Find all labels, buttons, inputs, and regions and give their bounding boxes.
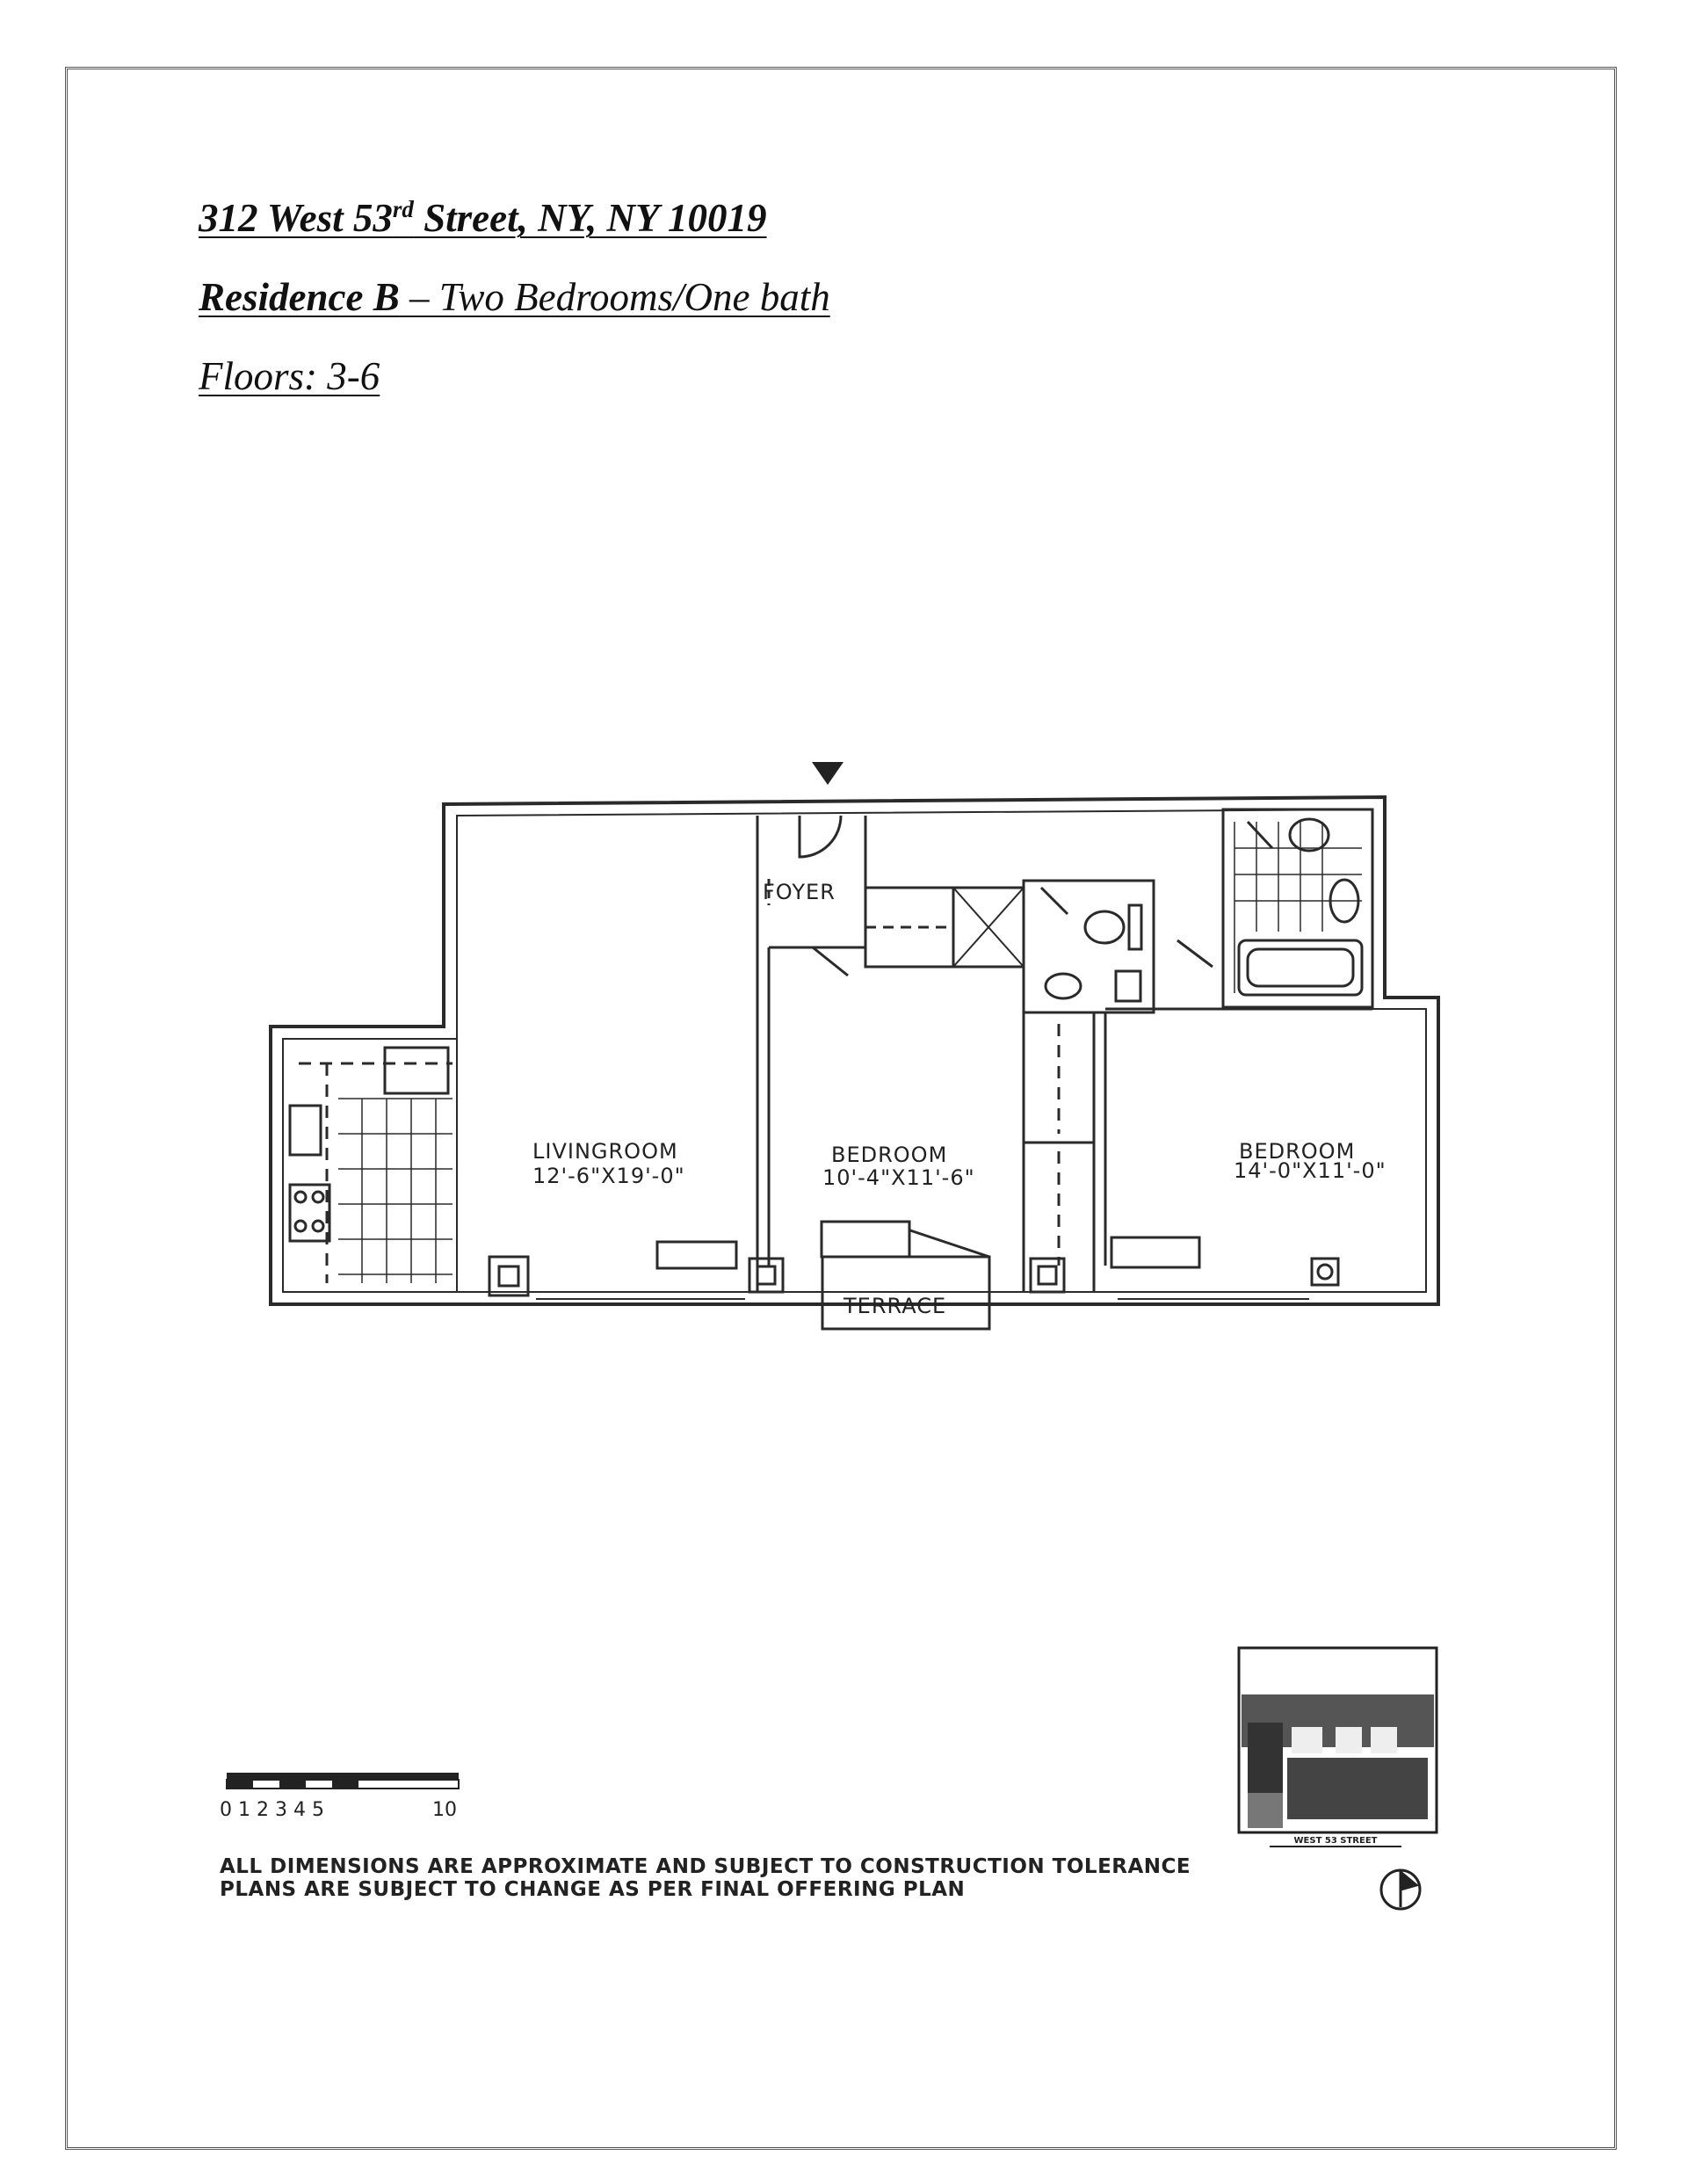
bedroom-2-dims: 14'-0"X11'-0": [1234, 1158, 1387, 1183]
outer-wall: [271, 797, 1438, 1304]
column: [749, 1259, 783, 1292]
bedroom-2-label: BEDROOM: [1239, 1139, 1356, 1164]
livingroom-label: LIVINGROOM: [532, 1139, 678, 1164]
residence-label: Residence B: [199, 275, 400, 319]
terrace-label: TERRACE: [844, 1294, 947, 1318]
door-swing: [1177, 940, 1213, 967]
livingroom-dims: 12'-6"X19'-0": [532, 1164, 685, 1188]
kitchen: [283, 1039, 457, 1292]
bedroom-1-label: BEDROOM: [831, 1143, 948, 1167]
scale-end: 10: [432, 1799, 457, 1821]
bathroom: [1024, 881, 1154, 1012]
foyer-label: FOYER: [763, 880, 836, 904]
residence-description: – Two Bedrooms/One bath: [399, 275, 830, 319]
north-arrow-icon: [1381, 1870, 1420, 1909]
disclaimer-line-2: PLANS ARE SUBJECT TO CHANGE AS PER FINAL OFFERING PLAN: [220, 1878, 966, 1901]
door-swing: [1248, 822, 1272, 848]
door-swing: [800, 816, 841, 857]
radiator: [1111, 1237, 1199, 1267]
column: [1312, 1259, 1338, 1285]
key-plan-street-label: WEST 53 STREET: [1270, 1836, 1401, 1847]
sink-icon: [1046, 974, 1081, 998]
radiator: [657, 1242, 736, 1268]
inner-wall: [283, 809, 1426, 1292]
scale-bar: [227, 1773, 459, 1789]
toilet-icon: [1085, 911, 1124, 943]
address-heading: 312 West 53rd Street, NY, NY 10019: [199, 196, 767, 240]
door-swing: [813, 947, 848, 976]
column: [489, 1257, 528, 1295]
bedroom-1-dims: 10'-4"X11'-6": [822, 1165, 975, 1190]
radiator: [822, 1222, 909, 1257]
disclaimer-line-1: ALL DIMENSIONS ARE APPROXIMATE AND SUBJECT TO CONSTRUCTION TOLERANCE: [220, 1855, 1191, 1878]
floors-heading: Floors: 3-6: [199, 354, 380, 398]
key-plan: [1239, 1648, 1437, 1832]
door-swing: [1041, 888, 1068, 914]
entry-arrow-icon: [812, 762, 844, 785]
scale-ticks: 0 1 2 3 4 5: [220, 1799, 324, 1821]
bathroom: [1223, 809, 1372, 1007]
